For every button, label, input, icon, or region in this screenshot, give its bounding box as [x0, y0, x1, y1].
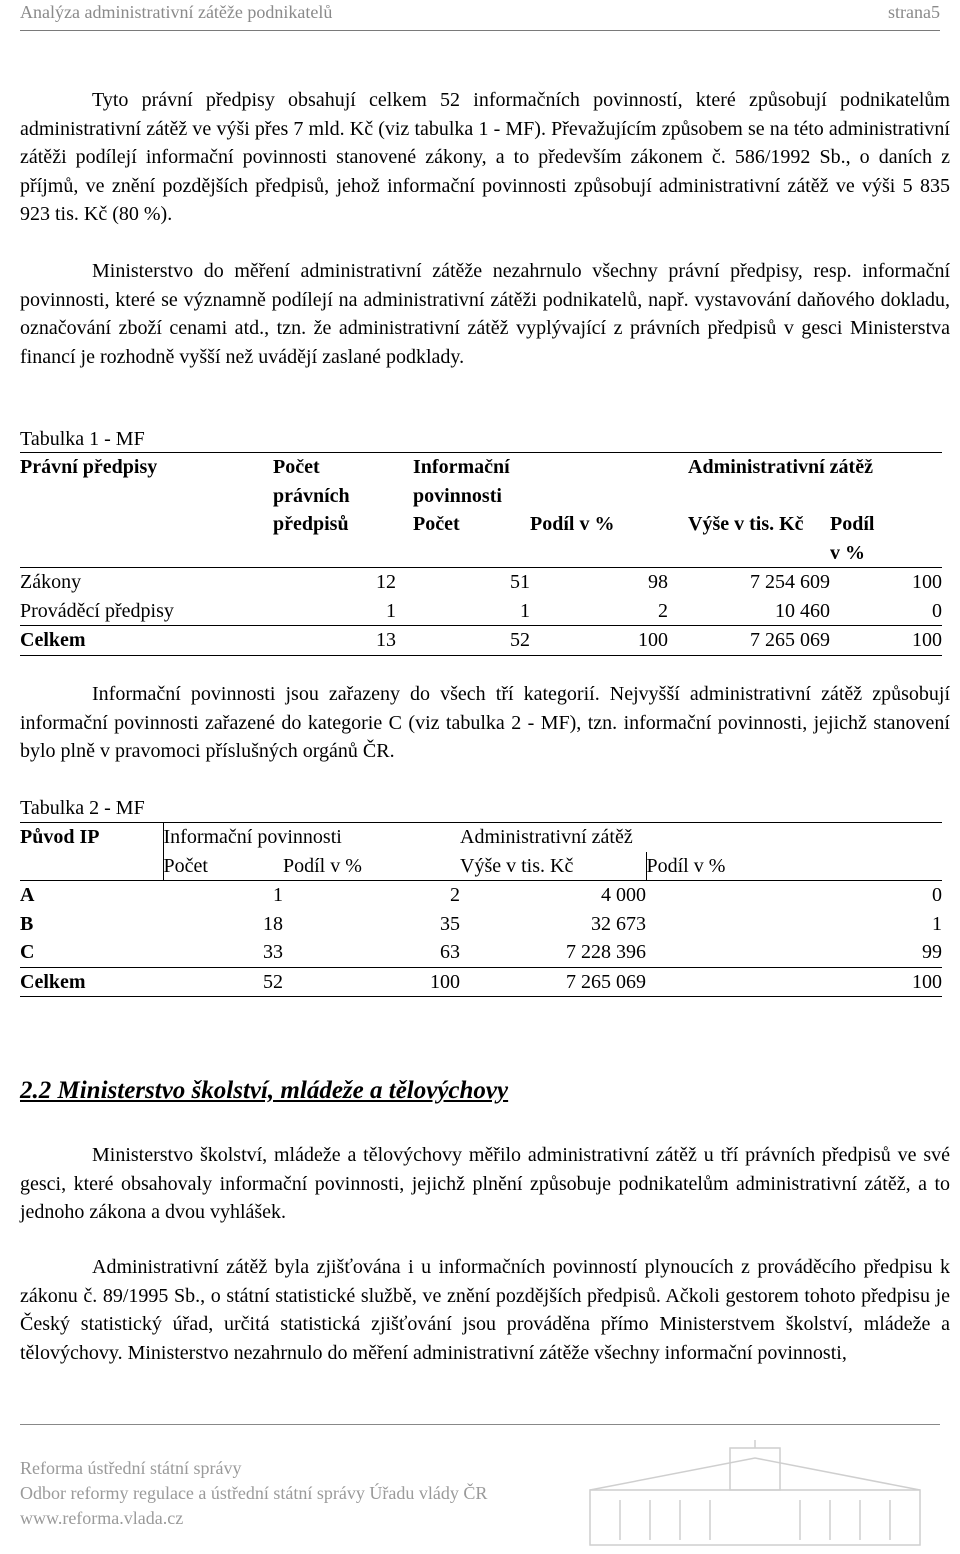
table1-header-ip: Informační [413, 453, 668, 482]
table1-header-pocet-2: právních [273, 484, 350, 507]
table1-cell: Celkem [20, 626, 273, 656]
table2-caption: Tabulka 2 - MF [20, 797, 145, 819]
table1-cell: 98 [648, 571, 668, 593]
table1-header-az-vyse: Výše v tis. Kč [688, 513, 804, 535]
paragraph-3: Informační povinnosti jsou zařazeny do všech tří kategorií. Nejvyšší administrativní zátěž způsobují informační povinnosti zařazené do kategorie C (viz tabulka 2 - MF), tzn. informační povinnosti, jejichž stanovení bylo plně v pravomoci příslušných orgánů ČR. [20, 683, 950, 762]
table1-header-row [20, 453, 942, 482]
footer-url-link[interactable]: www.reforma.vlada.cz [20, 1508, 184, 1528]
table2-cell: 63 [378, 938, 460, 967]
table2-cell: 52 [163, 967, 283, 997]
table1-cell: 10 460 [688, 597, 830, 626]
table1-cell: 100 [830, 626, 942, 656]
table1-total-row [20, 626, 942, 656]
table2-cell: 7 228 396 [460, 938, 646, 967]
table2-cell: 4 000 [601, 884, 646, 906]
table-row [20, 881, 942, 910]
page-header [20, 0, 940, 31]
building-logo-watermark [560, 1440, 950, 1552]
table2-cell: C [20, 938, 163, 967]
table1-header-az: Administrativní zátěž [688, 453, 942, 482]
table2-cell: 1 [273, 884, 283, 906]
table1-cell: 0 [830, 597, 942, 626]
table-row [20, 568, 942, 597]
table2-header-pocet: Počet [163, 852, 283, 881]
table1-header-predpisy: Právní předpisy [20, 453, 273, 482]
table-row [20, 597, 942, 626]
table1-header-pocet: Počet [273, 453, 396, 482]
table2-cell: A [20, 884, 35, 906]
table2-cell: 18 [263, 912, 283, 935]
table1-cell: 52 [413, 626, 530, 656]
paragraph-2: Ministerstvo do měření administrativní zátěže nezahrnulo všechny právní předpisy, resp. informační povinnosti, které se významně podílejí na administrativní zátěži podnikatelů, např. vystavování daňového dokladu, označování zboží cenami atd., tzn. že administrativní zátěž vyplývající z právních předpisů v gesci Ministerstva financí je rozhodně vyšší než uvádějí zaslané podklady. [20, 260, 950, 368]
table2-header-vyse: Výše v tis. Kč [460, 852, 646, 881]
table1-cell: 100 [530, 626, 668, 656]
table1-cell: 13 [273, 626, 396, 656]
table1-header-az-podil-2: v % [830, 539, 942, 568]
page-footer [20, 1456, 487, 1531]
table1-cell: 1 [273, 597, 396, 626]
table-row [20, 910, 942, 939]
table2-cell: 0 [932, 884, 942, 906]
table1-cell: 7 265 069 [688, 626, 830, 656]
table2-header-az: Administrativní zátěž [460, 823, 942, 852]
table2-cell: Celkem [20, 967, 163, 997]
table2-cell: 35 [440, 912, 460, 935]
table2-cell: 99 [646, 938, 942, 967]
footer-divider [20, 1424, 940, 1425]
paragraph-4: Ministerstvo školství, mládeže a tělovýchovy měřilo administrativní zátěž u tří právních předpisů ve své gesci, které obsahovaly informační povinnosti, jejichž plnění způsobuje podnikatelům administrativní zátěž, a to jednoho zákona a dvou vyhlášek. [20, 1144, 950, 1223]
table1-cell: 2 [530, 597, 668, 626]
header-title: Analýza administrativní zátěže podnikatelů [20, 2, 333, 22]
table2-header-ip: Informační povinnosti [163, 823, 460, 852]
table1-cell: 51 [510, 571, 530, 593]
table1-cell: 7 254 609 [750, 571, 830, 593]
table2-header-row [20, 852, 942, 881]
table1-cell: 12 [376, 571, 396, 593]
footer-line-2: Odbor reformy regulace a ústřední státní správy Úřadu vlády ČR [20, 1483, 488, 1503]
header-page-number: strana5 [888, 2, 940, 22]
table2-cell: 100 [378, 967, 460, 997]
table1-header-ip-podil: Podíl v % [530, 513, 615, 535]
table1-caption: Tabulka 1 - MF [20, 428, 145, 450]
table-2 [20, 822, 942, 997]
table-row [20, 938, 942, 967]
table2-cell: 2 [450, 884, 460, 906]
table2-header-podil: Podíl v % [283, 852, 460, 881]
table1-cell: 100 [912, 571, 942, 593]
table2-header-puvod: Původ IP [20, 823, 163, 852]
table1-header-az-podil: Podíl [830, 513, 875, 535]
footer-line-1: Reforma ústřední státní správy [20, 1458, 242, 1478]
section-heading: 2.2 Ministerstvo školství, mládeže a tělovýchovy [20, 1077, 509, 1104]
table1-header-row [20, 539, 942, 568]
table2-cell: 1 [932, 912, 942, 935]
table2-cell: B [20, 912, 34, 935]
table2-cell: 33 [163, 938, 283, 967]
table-1 [20, 452, 942, 656]
table1-header-ip-pocet: Počet [413, 513, 460, 535]
table1-header-pocet-3: předpisů [273, 513, 349, 535]
table1-header-ip-2: povinnosti [413, 484, 502, 507]
table2-header-row [20, 823, 942, 852]
table1-cell: 1 [413, 597, 530, 626]
table1-cell: Zákony [20, 571, 82, 593]
paragraph-1: Tyto právní předpisy obsahují celkem 52 informačních povinností, které způsobují podnikatelům administrativní zátěž ve výši přes 7 mld. Kč (viz tabulka 1 - MF). Převažujícím způsobem se na této administrativní zátěži podílejí informační povinnosti stanovené zákony, a to především zákonem č. 586/1992 Sb., o daních z příjmů, ve znění pozdějších předpisů, jehož informační povinnosti způsobují administrativní zátěž ve výši 5 835 923 tis. Kč (80 %). [20, 89, 950, 225]
table2-cell: 100 [646, 967, 942, 997]
table1-header-row [20, 510, 942, 539]
table2-header-az-podil: Podíl v % [646, 852, 942, 881]
table1-header-row [20, 482, 942, 511]
paragraph-5: Administrativní zátěž byla zjišťována i u informačních povinností plynoucích z prováděcího předpisu k zákonu č. 89/1995 Sb., o státní statistické službě, ve znění pozdějších předpisů. Ačkoli gestorem tohoto předpisu je Český statistický úřad, určitá statistická zjišťování jsou prováděna přímo Ministerstvem školství, mládeže a tělovýchovy. Ministerstvo nezahrnulo do měření administrativní zátěže všechny informační povinnosti, [20, 1256, 950, 1364]
table2-total-row [20, 967, 942, 997]
table1-cell: Prováděcí předpisy [20, 597, 273, 626]
table2-cell: 7 265 069 [460, 967, 646, 997]
table2-cell: 32 673 [591, 912, 646, 935]
